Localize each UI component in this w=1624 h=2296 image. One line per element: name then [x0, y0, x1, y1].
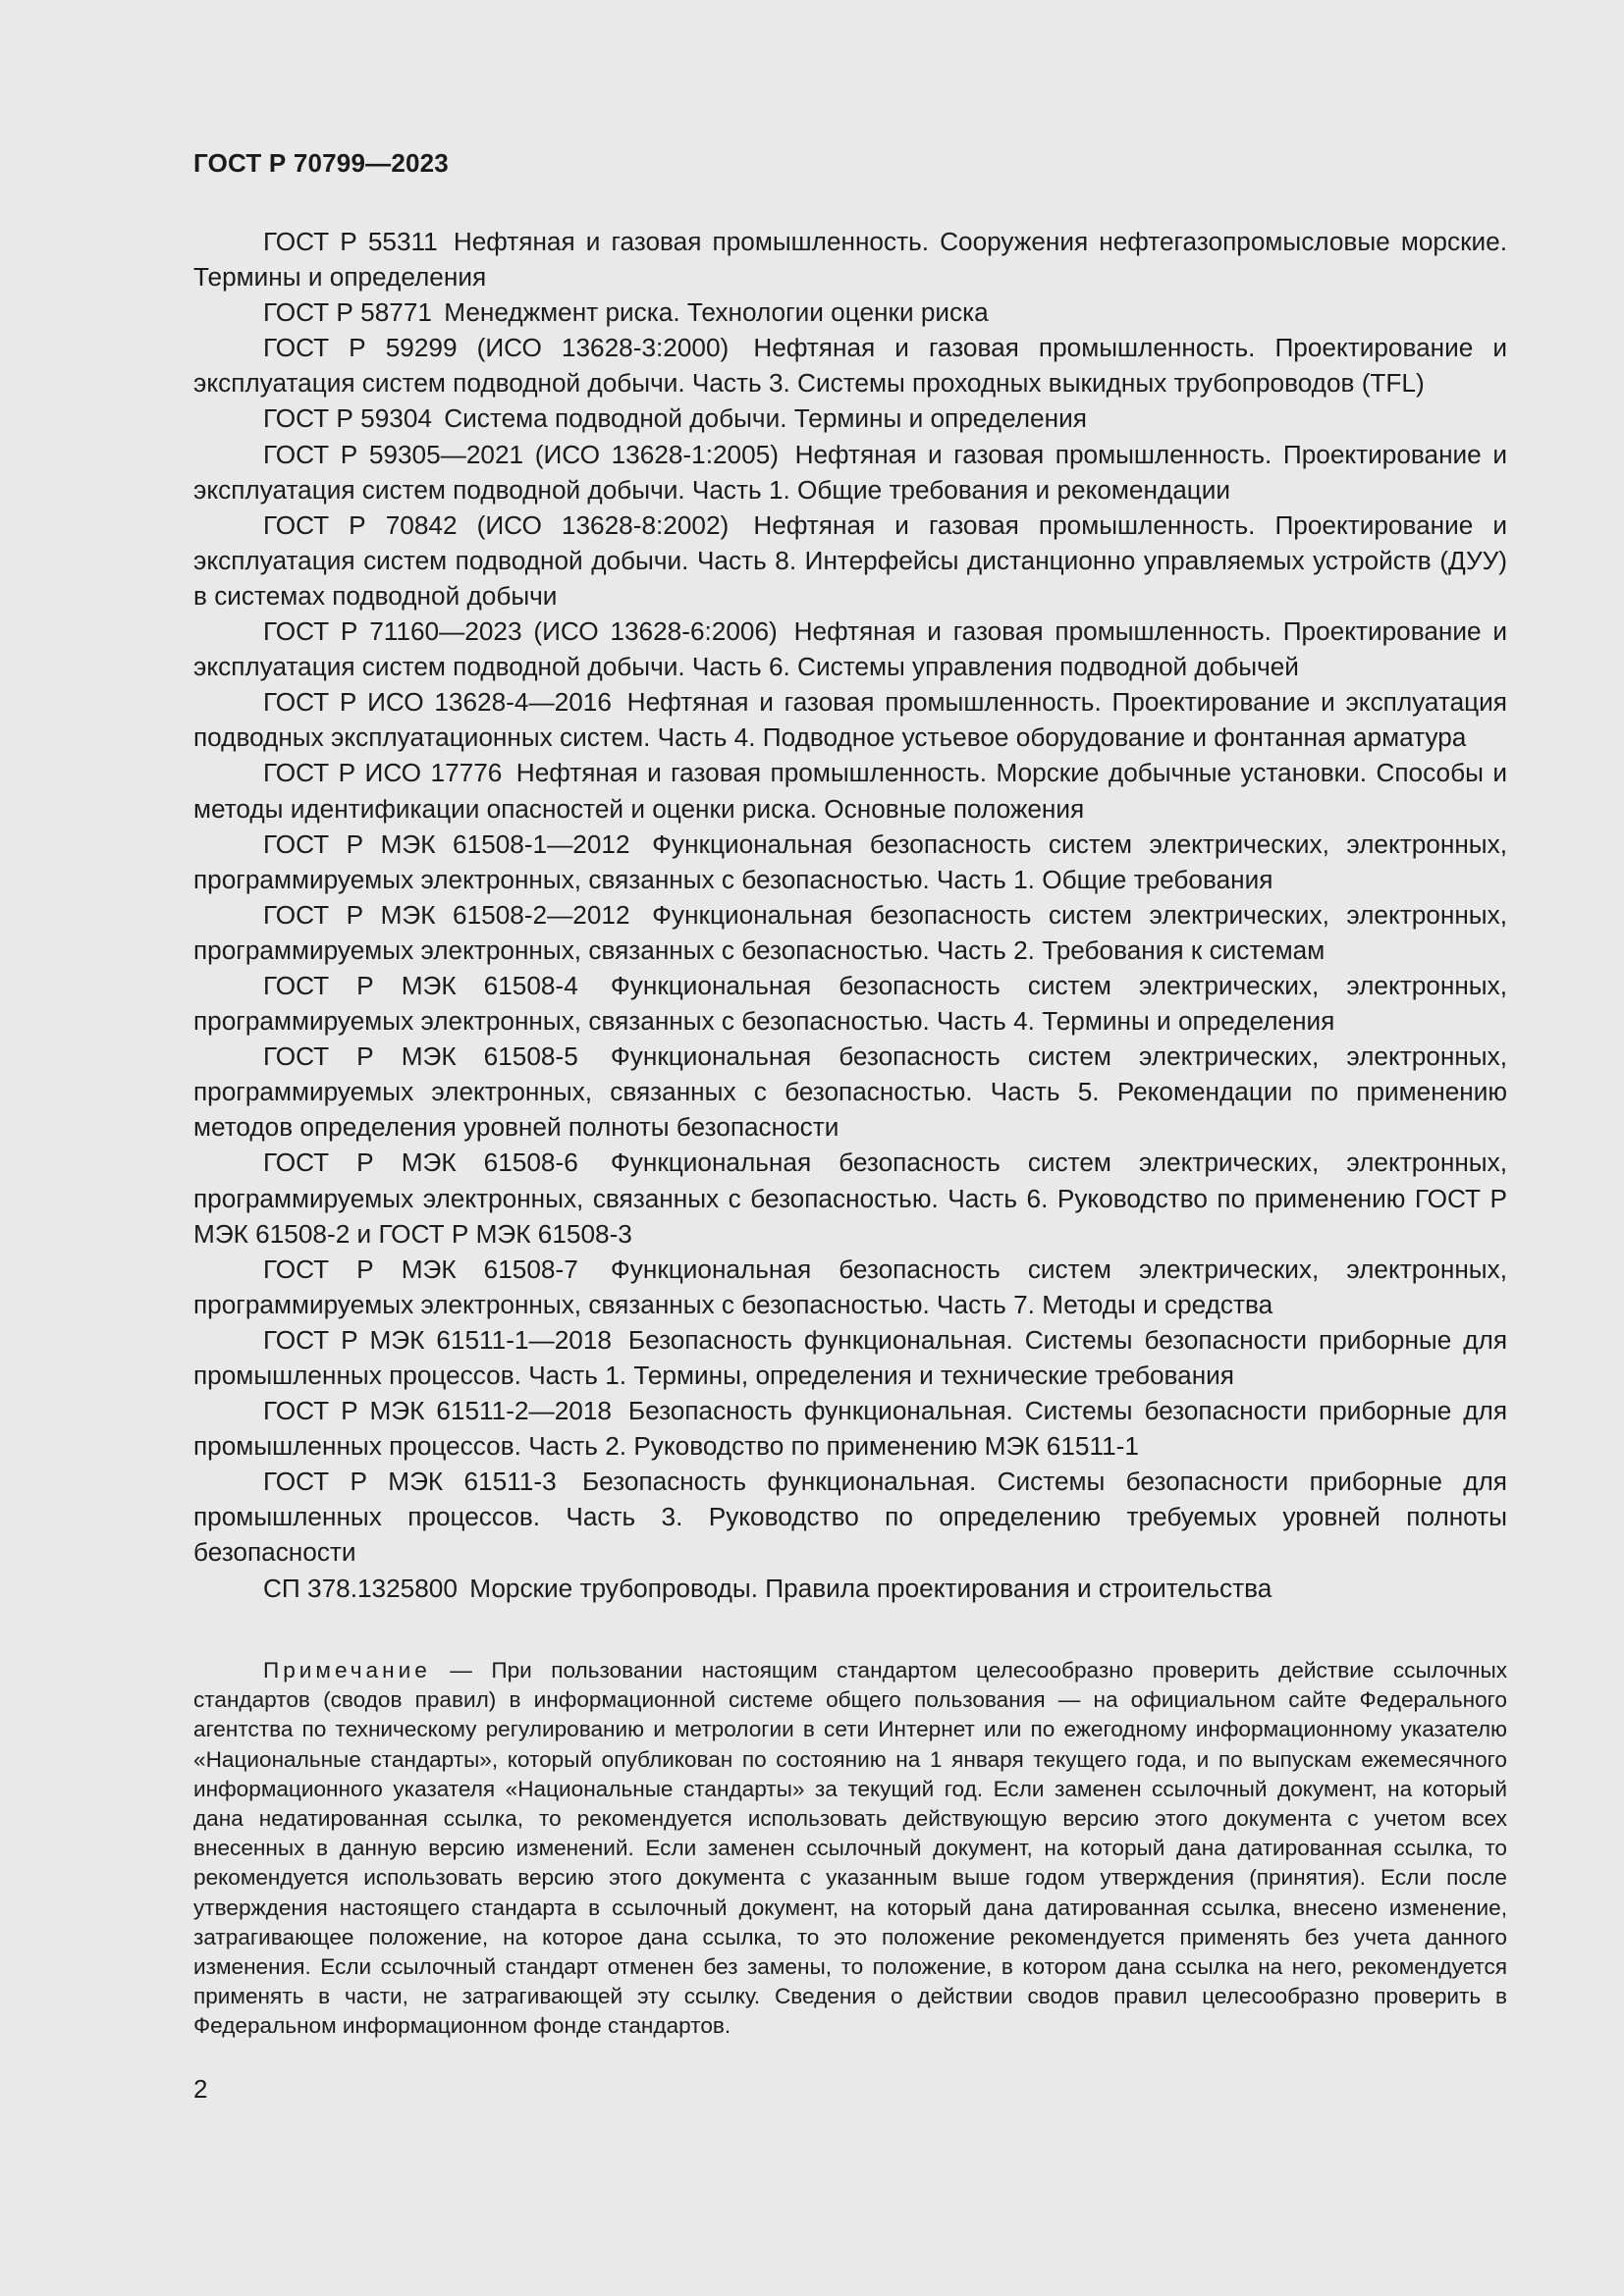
reference-title: Нефтяная и газовая промышленность. Морские добычные установки. Способы и методы идентификации опасностей и оценки риска. Основные положения [193, 758, 1507, 824]
reference-item [193, 1571, 1507, 1606]
reference-title: Безопасность функциональная. Системы безопасности приборные для промышленных процессов. Часть 2. Руководство по применению МЭК 61511-1 [193, 1396, 1507, 1462]
reference-item [193, 1145, 1507, 1251]
reference-item [193, 507, 1507, 614]
reference-title: Безопасность функциональная. Системы безопасности приборные для промышленных процессов. Часть 3. Руководство по определению требуемых уровней полноты безопасности [193, 1467, 1507, 1568]
reference-code: ГОСТ Р 58771 [263, 297, 432, 328]
reference-code: ГОСТ Р МЭК 61508-4 [263, 970, 578, 1000]
reference-title: Функциональная безопасность систем электрических, электронных, программируемых электронных, связанных с безопасностью. Часть 2. Требования к системам [193, 899, 1507, 965]
note-paragraph [193, 1656, 1507, 2042]
reference-code: ГОСТ Р ИСО 13628-4—2016 [263, 687, 612, 718]
reference-code: ГОСТ Р МЭК 61508-2—2012 [263, 899, 630, 930]
normative-references-list [193, 224, 1507, 1606]
reference-item [193, 1393, 1507, 1464]
reference-item [193, 294, 1507, 330]
reference-code: ГОСТ Р МЭК 61508-5 [263, 1041, 578, 1072]
reference-code: ГОСТ Р МЭК 61508-7 [263, 1254, 578, 1284]
reference-item [193, 1039, 1507, 1145]
reference-item [193, 330, 1507, 400]
reference-title: Функциональная безопасность систем электрических, электронных, программируемых электронных, связанных с безопасностью. Часть 7. Методы и средства [193, 1254, 1507, 1319]
reference-title: Морские трубопроводы. Правила проектирования и строительства [469, 1573, 1272, 1603]
reference-code: ГОСТ Р 55311 [263, 227, 438, 256]
reference-item [193, 1252, 1507, 1322]
reference-title: Функциональная безопасность систем электрических, электронных, программируемых электронных, связанных с безопасностью. Часть 1. Общие требования [193, 828, 1507, 894]
reference-code: ГОСТ Р МЭК 61511-1—2018 [263, 1324, 612, 1355]
reference-item [193, 897, 1507, 968]
reference-item [193, 1464, 1507, 1570]
reference-title: Нефтяная и газовая промышленность. Проектирование и эксплуатация подводных эксплуатационных систем. Часть 4. Подводное устьевое оборудование и фонтанная арматура [193, 687, 1507, 753]
reference-code: ГОСТ Р 59299 (ИСО 13628-3:2000) [263, 333, 730, 363]
reference-item [193, 614, 1507, 684]
reference-title: Нефтяная и газовая промышленность. Проектирование и эксплуатация систем подводной добычи. Часть 1. Общие требования и рекомендации [193, 439, 1507, 505]
reference-code: СП 378.1325800 [263, 1573, 458, 1603]
note-text: — При пользовании настоящим стандартом целесообразно проверить действие ссылочных стандартов (сводов правил) в информационной системе общего пользования — на официальном сайте Федерального агентства по техническому регулированию и метрологии в сети Интернет или по ежегодному информационному указателю «Национальные стандарты», который опубликован по состоянию на 1 января текущего года, и по выпускам ежемесячного информационного указателя «Национальные стандарты» за текущий год. Если заменен ссылочный документ, на который дана недатированная ссылка, то рекомендуется использовать действующую версию этого документа с учетом всех внесенных в данную версию изменений. Если заменен ссылочный документ, на который дана датированная ссылка, то рекомендуется использовать версию этого документа с указанным выше годом утверждения (принятия). Если после утверждения настоящего стандарта в ссылочный документ, на который дана датированная ссылка, внесено изменение, затрагивающее положение, на которое дана ссылка, то это положение рекомендуется применять без учета данного изменения. Если ссылочный стандарт отменен без замены, то положение, в котором дана ссылка на него, рекомендуется применять в части, не затрагивающей эту ссылку. Сведения о действии сводов правил целесообразно проверить в Федеральном информационном фонде стандартов. [193, 1658, 1507, 2039]
reference-code: ГОСТ Р 70842 (ИСО 13628-8:2002) [263, 509, 730, 540]
reference-code: ГОСТ Р МЭК 61511-3 [263, 1467, 557, 1497]
reference-title: Безопасность функциональная. Системы безопасности приборные для промышленных процессов. Часть 1. Термины, определения и технические требования [193, 1324, 1507, 1390]
reference-title: Система подводной добычи. Термины и определения [444, 403, 1087, 434]
reference-title: Нефтяная и газовая промышленность. Сооружения нефтегазопромысловые морские. Термины и определения [193, 227, 1508, 293]
reference-code: ГОСТ Р МЭК 61508-6 [263, 1148, 578, 1178]
document-code-header: ГОСТ Р 70799—2023 [193, 148, 449, 178]
reference-title: Менеджмент риска. Технологии оценки риска [444, 297, 989, 328]
reference-code: ГОСТ Р 59304 [263, 403, 432, 434]
reference-title: Нефтяная и газовая промышленность. Проектирование и эксплуатация систем подводной добычи. Часть 3. Системы проходных выкидных трубопроводов (TFL) [193, 333, 1507, 399]
reference-title: Нефтяная и газовая промышленность. Проектирование и эксплуатация систем подводной добычи. Часть 8. Интерфейсы дистанционно управляемых устройств (ДУУ) в системах подводной добычи [193, 509, 1507, 611]
reference-code: ГОСТ Р 71160—2023 (ИСО 13628-6:2006) [263, 616, 778, 647]
reference-item [193, 684, 1507, 755]
reference-item [193, 827, 1507, 897]
reference-code: ГОСТ Р МЭК 61511-2—2018 [263, 1396, 612, 1426]
page-number: 2 [193, 2074, 208, 2104]
reference-title: Нефтяная и газовая промышленность. Проектирование и эксплуатация систем подводной добычи. Часть 6. Системы управления подводной добычей [193, 616, 1507, 682]
reference-title: Функциональная безопасность систем электрических, электронных, программируемых электронных, связанных с безопасностью. Часть 6. Руководство по применению ГОСТ Р МЭК 61508-2 и ГОСТ Р МЭК 61508-3 [193, 1148, 1507, 1249]
note-label: Примечание [263, 1658, 431, 1682]
reference-code: ГОСТ Р 59305—2021 (ИСО 13628-1:2005) [263, 439, 779, 469]
reference-title: Функциональная безопасность систем электрических, электронных, программируемых электронных, связанных с безопасностью. Часть 5. Рекомендации по применению методов определения уровней полноты безопасности [193, 1041, 1507, 1143]
reference-title: Функциональная безопасность систем электрических, электронных, программируемых электронных, связанных с безопасностью. Часть 4. Термины и определения [193, 970, 1507, 1037]
reference-code: ГОСТ Р ИСО 17776 [263, 758, 503, 788]
reference-item [193, 755, 1507, 826]
reference-code: ГОСТ Р МЭК 61508-1—2012 [263, 828, 630, 859]
reference-item [193, 437, 1507, 507]
reference-item [193, 968, 1507, 1039]
reference-item [193, 1322, 1507, 1393]
reference-item [193, 224, 1507, 294]
reference-item [193, 400, 1507, 436]
